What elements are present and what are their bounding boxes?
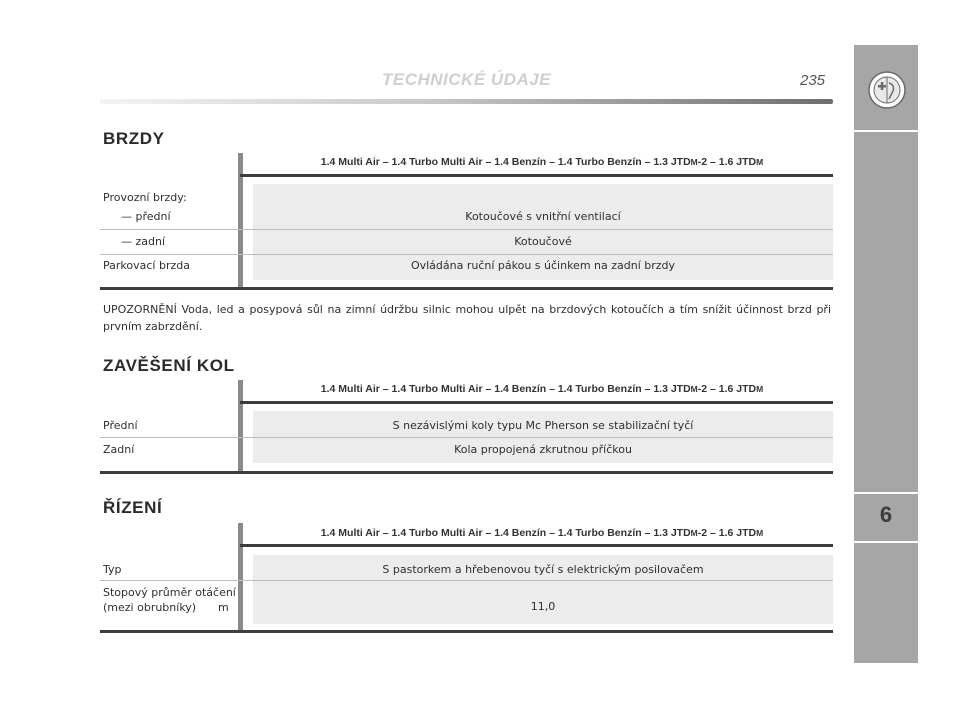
section-title-zaveseni: ZAVĚŠENÍ KOL — [103, 356, 235, 375]
row-label: — zadní — [121, 235, 166, 248]
sidebar-block — [854, 543, 918, 663]
row-label: Stopový průměr otáčení — [103, 586, 236, 599]
row-separator — [100, 229, 833, 230]
section-title-rizeni: ŘÍZENÍ — [103, 498, 163, 517]
row-label: Provozní brzdy: — [103, 191, 187, 204]
row-value: Kotoučové — [514, 235, 572, 248]
chapter-number: 6 — [879, 502, 893, 527]
column-header: 1.4 Multi Air – 1.4 Turbo Multi Air – 1.4 Benzín – 1.4 Turbo Benzín – 1.3 JTDM-2 – 1.6 JTDM — [320, 156, 764, 168]
column-header: 1.4 Multi Air – 1.4 Turbo Multi Air – 1.4 Benzín – 1.4 Turbo Benzín – 1.3 JTDM-2 – 1.6 JTDM — [320, 527, 764, 539]
row-value: Ovládána ruční pákou s účinkem na zadní brzdy — [410, 259, 676, 272]
section-title-brzdy: BRZDY — [103, 129, 165, 148]
table-bottom-rule — [100, 287, 833, 290]
table-bottom-rule — [100, 630, 833, 633]
page-header-title: TECHNICKÉ ÚDAJE — [382, 70, 552, 89]
row-label: — přední — [121, 210, 171, 223]
page-number: 235 — [800, 72, 826, 89]
table-top-rule — [240, 401, 833, 404]
table-top-rule — [240, 544, 833, 547]
row-separator — [100, 437, 833, 438]
row-label: Zadní — [103, 443, 135, 456]
warning-note: UPOZORNĚNÍ Voda, led a posypová sůl na zimní údržbu silnic mohou ulpět na brzdových kotoučích a tím snížit účinnost brzd při prvním zabrzdění. — [103, 303, 831, 333]
header-rule — [100, 99, 833, 104]
row-separator — [100, 580, 833, 581]
row-value: Kola propojená zkrutnou příčkou — [454, 443, 632, 456]
sidebar-block — [854, 132, 918, 492]
table-divider-bar — [238, 380, 243, 472]
row-separator — [100, 254, 833, 255]
table-divider-bar — [238, 523, 243, 632]
row-value: 11,0 — [530, 600, 556, 613]
alfa-romeo-logo-icon — [868, 71, 906, 109]
chapter-sidebar — [854, 45, 918, 663]
table-bottom-rule — [100, 471, 833, 474]
row-value: S nezávislými koly typu Mc Pherson se stabilizační tyčí — [392, 419, 694, 432]
column-header: 1.4 Multi Air – 1.4 Turbo Multi Air – 1.4 Benzín – 1.4 Turbo Benzín – 1.3 JTDM-2 – 1.6 JTDM — [320, 383, 764, 395]
row-label: Parkovací brzda — [103, 259, 190, 272]
row-label: Typ — [103, 563, 122, 576]
row-value: S pastorkem a hřebenovou tyčí s elektrickým posilovačem — [382, 563, 704, 576]
row-unit: m — [218, 601, 229, 614]
table-top-rule — [240, 174, 833, 177]
row-label: Přední — [103, 419, 138, 432]
row-label: (mezi obrubníky) — [103, 601, 197, 614]
row-value: Kotoučové s vnitřní ventilací — [465, 210, 621, 223]
